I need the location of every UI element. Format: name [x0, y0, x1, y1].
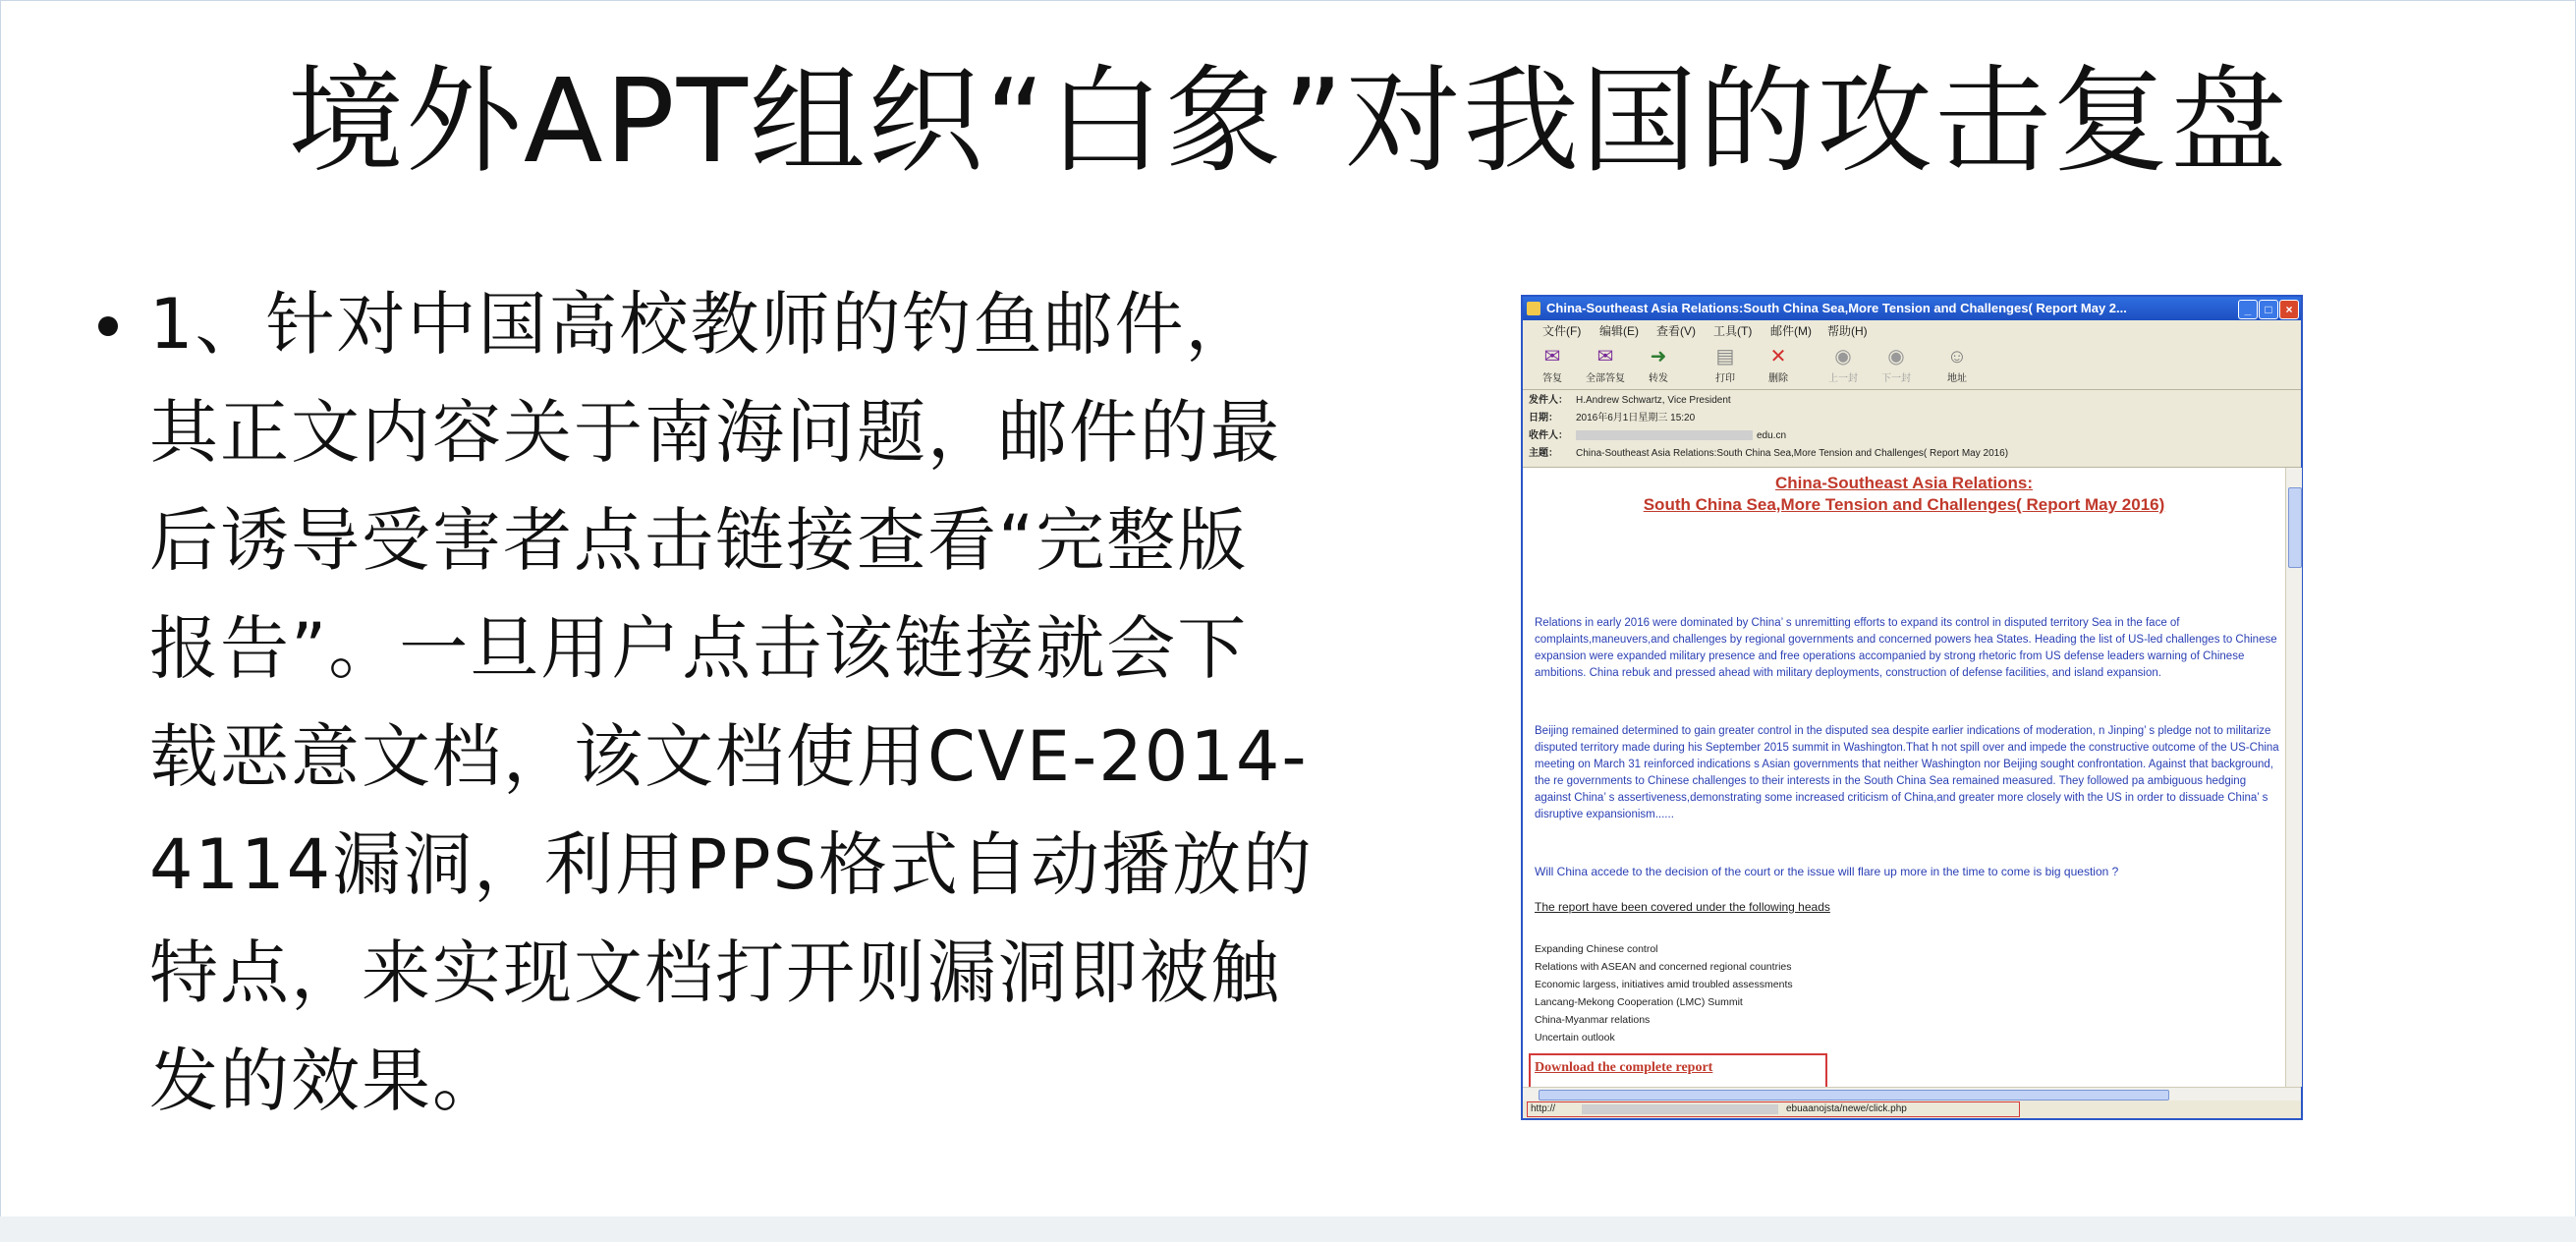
- print-icon: ▤: [1715, 346, 1735, 367]
- bullet-line: 特点，来实现文档打开则漏洞即被触: [149, 932, 1281, 1013]
- menu-message[interactable]: 邮件(M): [1770, 324, 1812, 338]
- topic-item: China-Myanmar relations: [1535, 1014, 1651, 1026]
- topic-item: Economic largess, initiatives amid troubled assessments: [1535, 979, 1793, 990]
- email-toolbar: [1523, 342, 2301, 390]
- menu-bar: [1523, 320, 2301, 342]
- slide-title: 境外APT组织“白象”对我国的攻击复盘: [287, 53, 2289, 189]
- status-url-prefix: http://: [1531, 1103, 1556, 1114]
- minimize-icon[interactable]: _: [2238, 300, 2258, 319]
- topic-item: Relations with ASEAN and concerned regional countries: [1535, 961, 1792, 973]
- vertical-scrollbar[interactable]: [2285, 468, 2302, 1087]
- delete-icon: ✕: [1769, 346, 1787, 367]
- delete-button[interactable]: ✕ 删除: [1768, 346, 1788, 384]
- date-value: 2016年6月1日星期三 15:20: [1576, 413, 1696, 423]
- paragraph-2: Beijing remained determined to gain greater control in the disputed sea despite earlier indications of moderation, n Jinping’ s pledge not to militarize disputed territory made during his September 2015 summit in Washington.That h not spill over and impede the constructive outcome of the US-China meeting on March 31 reinforced indications s Asian governments that neither Washington nor Beijing sought confrontation. Against that background, the re governments to Chinese challenges to their interests in the South China Sea remained measured. They followed pa ambiguous hedging against China’ s assertiveness,demonstrating some increased criticism of China,and greater more closely with the US in order to dissuade China’ s disruptive expansionism......: [1535, 725, 2279, 820]
- menu-file[interactable]: 文件(F): [1542, 324, 1582, 338]
- download-report-link[interactable]: Download the complete report: [1535, 1060, 1713, 1075]
- bullet-line: 后诱导受害者点击链接查看“完整版: [149, 500, 1249, 581]
- next-icon: ◉: [1887, 346, 1905, 367]
- menu-view[interactable]: 查看(V): [1656, 324, 1696, 338]
- subject-row: 主题： China-Southeast Asia Relations:South China Sea,More Tension and Challenges( Report May 2016): [1529, 448, 2009, 459]
- reply-icon: ✉: [1543, 346, 1561, 367]
- to-domain: edu.cn: [1757, 430, 1787, 441]
- reply-all-icon: ✉: [1596, 346, 1614, 367]
- address-book-icon: ☺: [1946, 346, 1968, 367]
- date-row: 日期： 2016年6月1日星期三 15:20: [1529, 413, 1696, 423]
- redacted-recipient: [1576, 430, 1753, 440]
- mail-app-icon: [1527, 302, 1540, 315]
- bullet-dot-icon: [98, 316, 118, 336]
- topic-item: Uncertain outlook: [1535, 1032, 1615, 1044]
- bullet-line: 载恶意文档，该文档使用CVE-2014-: [149, 716, 1309, 797]
- subject-value: China-Southeast Asia Relations:South China Sea,More Tension and Challenges( Report May 2016): [1576, 448, 2009, 459]
- reply-all-button[interactable]: ✉ 全部答复: [1586, 346, 1625, 384]
- bullet-line: 发的效果。: [149, 1041, 503, 1121]
- paragraph-1: Relations in early 2016 were dominated by China’ s unremitting efforts to expand its control in disputed territory Sea in the face of complaints,maneuvers,and challenges by regional governments and concerned powers hea States. Heading the list of US-led challenges to Chinese expansion were expanded military presence and free operations accompanied by strong rhetoric from US defense leaders warning of Chinese ambitions. China rebuk and pressed ahead with military deployments, construction of defense facilities, and island expansion.: [1535, 617, 2277, 679]
- email-headers: [1523, 390, 2301, 468]
- maximize-icon[interactable]: □: [2259, 300, 2278, 319]
- print-button[interactable]: ▤ 打印: [1715, 346, 1735, 384]
- next-button[interactable]: ◉ 下一封: [1881, 346, 1911, 384]
- topic-item: Lancang-Mekong Cooperation (LMC) Summit: [1535, 996, 1743, 1008]
- from-value: H.Andrew Schwartz, Vice President: [1576, 395, 1731, 406]
- menu-help[interactable]: 帮助(H): [1827, 324, 1868, 338]
- email-titlebar[interactable]: [1523, 297, 2301, 320]
- from-row: 发件人： H.Andrew Schwartz, Vice President: [1529, 395, 1731, 406]
- article-title-line1: China-Southeast Asia Relations:: [1775, 474, 2033, 492]
- email-body: [1523, 468, 2285, 1087]
- scrollbar-thumb[interactable]: [1539, 1090, 2169, 1101]
- bullet-line: 4114漏洞，利用PPS格式自动播放的: [149, 824, 1315, 905]
- redacted-url: [1582, 1104, 1778, 1114]
- email-window-title: China-Southeast Asia Relations:South China Sea,More Tension and Challenges( Report May 2...: [1546, 301, 2127, 315]
- topic-item: Expanding Chinese control: [1535, 943, 1658, 955]
- close-icon[interactable]: ×: [2279, 300, 2299, 319]
- menu-edit[interactable]: 编辑(E): [1599, 324, 1639, 338]
- bullet-line: 其正文内容关于南海问题，邮件的最: [149, 392, 1281, 473]
- bullet-line: 报告”。一旦用户点击该链接就会下: [149, 608, 1249, 689]
- covered-heading: The report have been covered under the following heads: [1535, 900, 1830, 914]
- previous-button[interactable]: ◉ 上一封: [1828, 346, 1858, 384]
- status-url-suffix: ebuaanojsta/newe/click.php: [1786, 1103, 1907, 1114]
- reply-button[interactable]: ✉ 答复: [1542, 346, 1562, 384]
- email-window: [1521, 295, 2303, 1120]
- address-book-button[interactable]: ☺ 地址: [1946, 346, 1968, 384]
- forward-icon: ➜: [1650, 346, 1667, 367]
- forward-button[interactable]: ➜ 转发: [1649, 346, 1668, 384]
- bullet-line: 1、针对中国高校教师的钓鱼邮件，: [149, 284, 1257, 365]
- scrollbar-thumb[interactable]: [2288, 487, 2302, 568]
- status-bar: [1523, 1101, 2301, 1118]
- to-row: 收件人： edu.cn: [1529, 430, 1787, 441]
- question-text: Will China accede to the decision of the court or the issue will flare up more in the time to come is big question ?: [1535, 865, 2119, 878]
- menu-tools[interactable]: 工具(T): [1713, 324, 1753, 338]
- article-title-line2: South China Sea,More Tension and Challenges( Report May 2016): [1643, 495, 2165, 514]
- slide-bottom-band: [0, 1216, 2576, 1242]
- horizontal-scrollbar[interactable]: [1523, 1087, 2301, 1101]
- previous-icon: ◉: [1834, 346, 1852, 367]
